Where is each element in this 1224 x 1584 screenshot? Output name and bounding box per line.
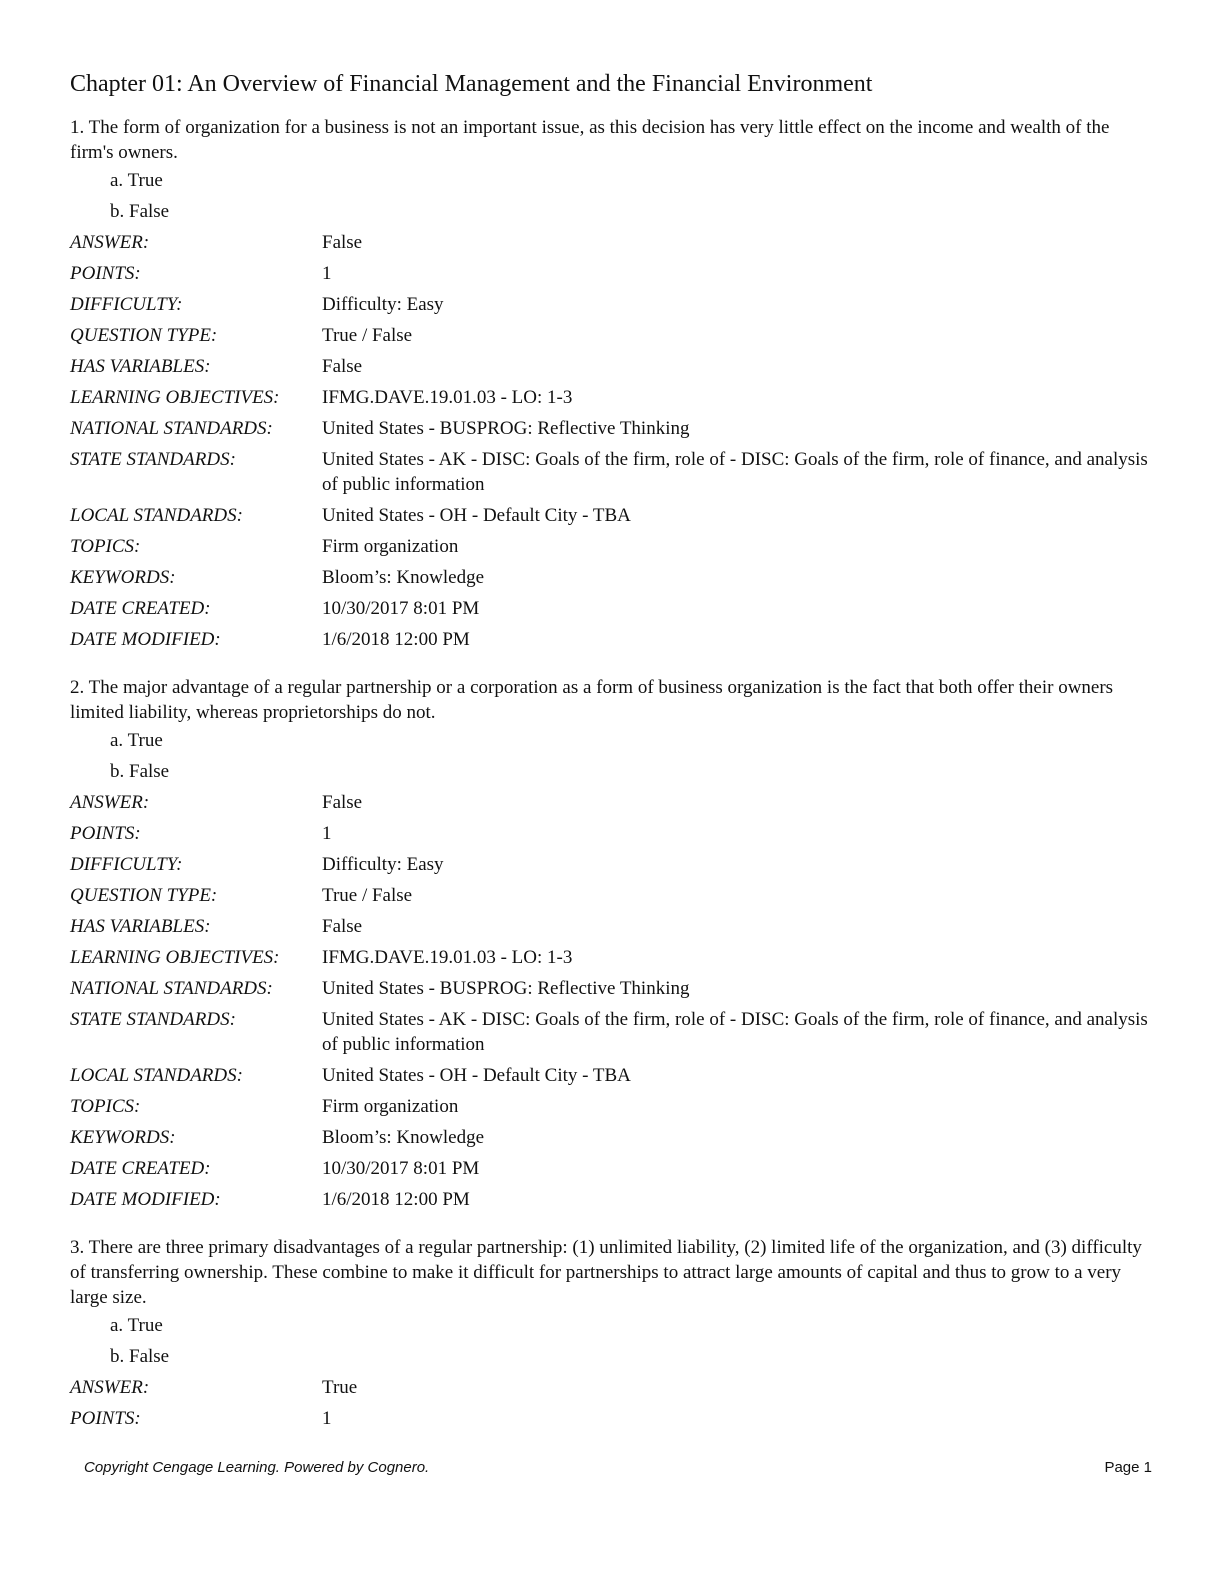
metadata-row: [70, 973, 1150, 1004]
answer-choice: a. True: [110, 729, 163, 751]
question-text: 2. The major advantage of a regular partnership or a corporation as a form of business organization is the fact that both offer their owners limited liability, whereas proprietorships do not.: [70, 676, 1114, 723]
metadata-row: [70, 624, 1150, 655]
answer-choice: b. False: [110, 760, 170, 782]
question-list: [70, 115, 1150, 1434]
chapter-title: Chapter 01: An Overview of Financial Management and the Financial Environment: [70, 71, 873, 97]
metadata-label: STATE STANDARDS:: [70, 1008, 236, 1030]
question-text: 3. There are three primary disadvantages of a regular partnership: (1) unlimited liability, (2) limited life of the organization, and (3) difficulty of transferring ownership. These combine to make it difficult for partnerships to attract large amounts of capital and thus to grow to a very large size.: [70, 1236, 1142, 1308]
metadata-value: Bloom’s: Knowledge: [322, 1126, 485, 1148]
metadata-label: DIFFICULTY:: [70, 293, 183, 315]
metadata-value: True: [322, 1376, 358, 1398]
metadata-label: TOPICS:: [70, 535, 141, 557]
metadata-value: True / False: [322, 884, 413, 906]
metadata-row: [70, 351, 1150, 382]
metadata-row: [70, 1091, 1150, 1122]
metadata-row: [70, 413, 1150, 444]
footer-copyright: Copyright Cengage Learning. Powered by Cognero.: [84, 1459, 430, 1476]
question-text: 1. The form of organization for a business is not an important issue, as this decision has very little effect on the income and wealth of the firm's owners.: [70, 116, 1110, 163]
metadata-label: STATE STANDARDS:: [70, 448, 236, 470]
metadata-value: United States - AK - DISC: Goals of the firm, role of - DISC: Goals of the firm, role of finance, and analysis of public information: [322, 1008, 1148, 1055]
metadata-row: [70, 1184, 1150, 1215]
metadata-value: Firm organization: [322, 535, 459, 557]
metadata-label: QUESTION TYPE:: [70, 884, 218, 906]
metadata-row: [70, 320, 1150, 351]
metadata-row: [70, 382, 1150, 413]
metadata-value: 1: [322, 822, 332, 844]
metadata-label: POINTS:: [70, 1407, 141, 1429]
metadata-label: KEYWORDS:: [70, 566, 176, 588]
metadata-value: IFMG.DAVE.19.01.03 - LO: 1-3: [322, 386, 573, 408]
metadata-value: True / False: [322, 324, 413, 346]
metadata-value: 1: [322, 262, 332, 284]
metadata-label: DATE MODIFIED:: [70, 628, 221, 650]
metadata-value: Bloom’s: Knowledge: [322, 566, 485, 588]
metadata-label: ANSWER:: [70, 1376, 150, 1398]
metadata-label: LOCAL STANDARDS:: [70, 504, 243, 526]
metadata-row: [70, 531, 1150, 562]
metadata-label: HAS VARIABLES:: [70, 915, 211, 937]
metadata-row: [70, 1153, 1150, 1184]
metadata-label: NATIONAL STANDARDS:: [70, 977, 273, 999]
metadata-value: False: [322, 355, 363, 377]
answer-choice: a. True: [110, 1314, 163, 1336]
metadata-row: [70, 1060, 1150, 1091]
metadata-row: [70, 444, 1150, 500]
metadata-label: ANSWER:: [70, 231, 150, 253]
metadata-value: 1/6/2018 12:00 PM: [322, 628, 470, 650]
question-block: [70, 115, 1150, 655]
metadata-label: POINTS:: [70, 822, 141, 844]
answer-choice: b. False: [110, 1345, 170, 1367]
metadata-value: United States - BUSPROG: Reflective Thinking: [322, 417, 690, 439]
metadata-label: DATE MODIFIED:: [70, 1188, 221, 1210]
metadata-value: United States - OH - Default City - TBA: [322, 504, 631, 526]
question-block: [70, 675, 1150, 1215]
metadata-row: [70, 500, 1150, 531]
metadata-row: [70, 258, 1150, 289]
metadata-value: United States - AK - DISC: Goals of the firm, role of - DISC: Goals of the firm, role of finance, and analysis of public information: [322, 448, 1148, 495]
metadata-label: DIFFICULTY:: [70, 853, 183, 875]
document-page: [70, 70, 1150, 1454]
metadata-label: LEARNING OBJECTIVES:: [70, 386, 280, 408]
metadata-row: [70, 1372, 1150, 1403]
metadata-label: LEARNING OBJECTIVES:: [70, 946, 280, 968]
metadata-value: False: [322, 231, 363, 253]
metadata-row: [70, 787, 1150, 818]
metadata-row: [70, 289, 1150, 320]
metadata-row: [70, 593, 1150, 624]
metadata-row: [70, 562, 1150, 593]
metadata-value: 1/6/2018 12:00 PM: [322, 1188, 470, 1210]
metadata-row: [70, 942, 1150, 973]
metadata-label: HAS VARIABLES:: [70, 355, 211, 377]
metadata-row: [70, 227, 1150, 258]
metadata-label: POINTS:: [70, 262, 141, 284]
metadata-value: Difficulty: Easy: [322, 853, 444, 875]
metadata-label: ANSWER:: [70, 791, 150, 813]
metadata-value: Difficulty: Easy: [322, 293, 444, 315]
answer-choice: b. False: [110, 200, 170, 222]
metadata-value: False: [322, 915, 363, 937]
metadata-row: [70, 911, 1150, 942]
metadata-value: United States - OH - Default City - TBA: [322, 1064, 631, 1086]
metadata-value: Firm organization: [322, 1095, 459, 1117]
metadata-row: [70, 880, 1150, 911]
footer-page-number: Page 1: [1104, 1459, 1152, 1476]
metadata-value: IFMG.DAVE.19.01.03 - LO: 1-3: [322, 946, 573, 968]
metadata-label: KEYWORDS:: [70, 1126, 176, 1148]
metadata-value: 10/30/2017 8:01 PM: [322, 1157, 480, 1179]
metadata-label: DATE CREATED:: [70, 1157, 211, 1179]
metadata-row: [70, 1122, 1150, 1153]
question-block: [70, 1235, 1150, 1434]
metadata-value: 1: [322, 1407, 332, 1429]
metadata-label: LOCAL STANDARDS:: [70, 1064, 243, 1086]
metadata-value: 10/30/2017 8:01 PM: [322, 597, 480, 619]
metadata-value: False: [322, 791, 363, 813]
metadata-row: [70, 818, 1150, 849]
metadata-value: United States - BUSPROG: Reflective Thinking: [322, 977, 690, 999]
metadata-label: NATIONAL STANDARDS:: [70, 417, 273, 439]
metadata-row: [70, 1403, 1150, 1434]
metadata-label: QUESTION TYPE:: [70, 324, 218, 346]
metadata-label: TOPICS:: [70, 1095, 141, 1117]
metadata-row: [70, 849, 1150, 880]
metadata-label: DATE CREATED:: [70, 597, 211, 619]
answer-choice: a. True: [110, 169, 163, 191]
metadata-row: [70, 1004, 1150, 1060]
